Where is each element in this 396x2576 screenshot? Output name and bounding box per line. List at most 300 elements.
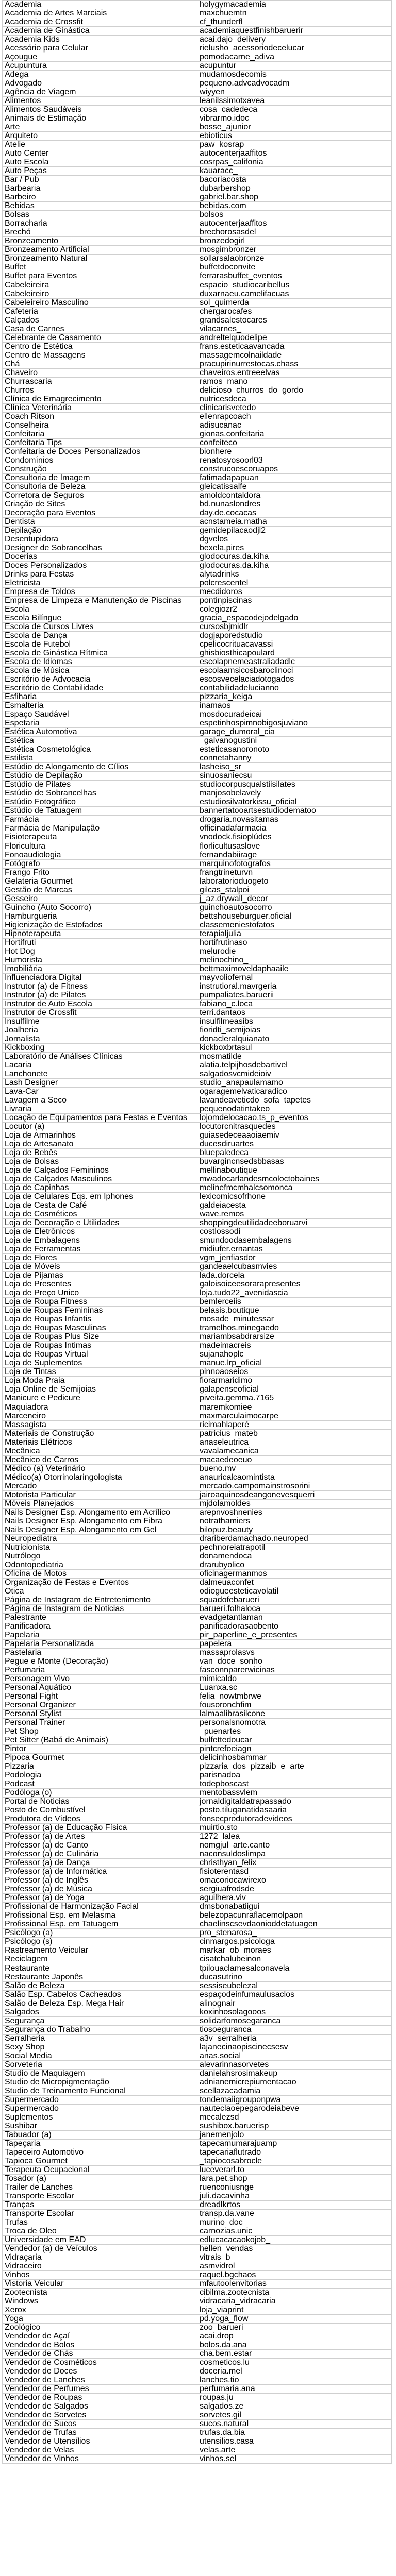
category-cell[interactable]: Buffet bbox=[3, 263, 197, 272]
category-cell[interactable]: Studio de Micropigmentação bbox=[3, 2078, 197, 2087]
category-cell[interactable]: Imobiliária bbox=[3, 965, 197, 974]
category-cell[interactable]: Salão Esp. Cabelos Cacheados bbox=[3, 1991, 197, 1999]
handle-cell[interactable]: sorvetes.gil bbox=[197, 2411, 392, 2420]
handle-cell[interactable]: bd.nunaslondres bbox=[197, 500, 392, 509]
category-cell[interactable]: Lavagem a Seco bbox=[3, 1096, 197, 1105]
category-cell[interactable]: Arte bbox=[3, 123, 197, 132]
handle-cell[interactable]: drariberdamachado.neuroped bbox=[197, 1535, 392, 1544]
category-cell[interactable]: Auto Escola bbox=[3, 158, 197, 167]
handle-cell[interactable]: zoo_barueri bbox=[197, 2324, 392, 2332]
category-cell[interactable]: Tranças bbox=[3, 2201, 197, 2210]
category-cell[interactable]: Fotógrafo bbox=[3, 860, 197, 869]
category-cell[interactable]: Loja de Tintas bbox=[3, 1368, 197, 1377]
category-cell[interactable]: Bronzeamento Natural bbox=[3, 255, 197, 263]
handle-cell[interactable]: bionhere bbox=[197, 448, 392, 456]
handle-cell[interactable]: sol_quimerda bbox=[197, 299, 392, 308]
category-cell[interactable]: Nails Designer Esp. Alongamento em Gel bbox=[3, 1526, 197, 1535]
handle-cell[interactable]: loja_viaprint bbox=[197, 2306, 392, 2315]
category-cell[interactable]: Insulfilme bbox=[3, 1018, 197, 1026]
category-cell[interactable]: Alimentos Saudáveis bbox=[3, 106, 197, 114]
handle-cell[interactable]: cursosbjmidlr bbox=[197, 623, 392, 632]
category-cell[interactable]: Estúdio de Pilates bbox=[3, 781, 197, 789]
category-cell[interactable]: Pipoca Gourmet bbox=[3, 1754, 197, 1762]
category-cell[interactable]: Mecânico de Carros bbox=[3, 1456, 197, 1465]
handle-cell[interactable]: fonsecprodutoradevideos bbox=[197, 1815, 392, 1824]
handle-cell[interactable]: autocenterjaaffitos bbox=[197, 219, 392, 228]
handle-cell[interactable]: piveita.gemma.7165 bbox=[197, 1394, 392, 1403]
category-cell[interactable]: Salão de Beleza bbox=[3, 1982, 197, 1991]
handle-cell[interactable]: wave.remos bbox=[197, 1210, 392, 1219]
category-cell[interactable]: Universidade em EAD bbox=[3, 2236, 197, 2245]
handle-cell[interactable]: glodocuras.da.kiha bbox=[197, 553, 392, 562]
category-cell[interactable]: Atelie bbox=[3, 141, 197, 149]
category-cell[interactable]: Academia de Artes Marciais bbox=[3, 9, 197, 18]
category-cell[interactable]: Loja de Roupas Infantis bbox=[3, 1315, 197, 1324]
category-cell[interactable]: Vendedor de Sucos bbox=[3, 2420, 197, 2429]
category-cell[interactable]: Vistoria Veicular bbox=[3, 2280, 197, 2289]
category-cell[interactable]: Mecânica bbox=[3, 1447, 197, 1456]
handle-cell[interactable]: garage_dumoral_cia bbox=[197, 728, 392, 737]
category-cell[interactable]: Personagem Vivo bbox=[3, 1675, 197, 1684]
handle-cell[interactable]: lada.dorcela bbox=[197, 1272, 392, 1280]
category-cell[interactable]: Professor (a) de Canto bbox=[3, 1841, 197, 1850]
category-cell[interactable]: Supermercado bbox=[3, 2105, 197, 2113]
category-cell[interactable]: Loja de Bolsas bbox=[3, 1158, 197, 1166]
handle-cell[interactable]: day.de.cocacas bbox=[197, 509, 392, 518]
category-cell[interactable]: Yoga bbox=[3, 2315, 197, 2324]
handle-cell[interactable]: _tapiocosabrocle bbox=[197, 2157, 392, 2166]
category-cell[interactable]: Escola de Idiomas bbox=[3, 658, 197, 667]
category-cell[interactable]: Página de Instagram de Entretenimento bbox=[3, 1596, 197, 1605]
handle-cell[interactable]: guinchoautosocorro bbox=[197, 904, 392, 912]
category-cell[interactable]: Trailer de Lanches bbox=[3, 2183, 197, 2192]
handle-cell[interactable]: arepnvoshnenies bbox=[197, 1509, 392, 1517]
category-cell[interactable]: Médico (a) Veterinário bbox=[3, 1465, 197, 1473]
category-cell[interactable]: Vendedor de Lanches bbox=[3, 2376, 197, 2385]
handle-cell[interactable]: adnianemicrepiumentacao bbox=[197, 2078, 392, 2087]
handle-cell[interactable]: cpelicocrituacavassi bbox=[197, 640, 392, 649]
category-cell[interactable]: Instrutor de Auto Escola bbox=[3, 1000, 197, 1009]
category-cell[interactable]: Decoração para Eventos bbox=[3, 509, 197, 518]
category-cell[interactable]: Lanchonete bbox=[3, 1070, 197, 1079]
handle-cell[interactable]: galdeiacesta bbox=[197, 1201, 392, 1210]
handle-cell[interactable]: espacio_studiocaribellus bbox=[197, 281, 392, 290]
handle-cell[interactable]: mfautoolenvitorias bbox=[197, 2280, 392, 2289]
category-cell[interactable]: Conselheira bbox=[3, 421, 197, 430]
handle-cell[interactable]: pir_paperline_e_presentes bbox=[197, 1631, 392, 1640]
handle-cell[interactable]: lojomdelocacao.ts_p_eventos bbox=[197, 1114, 392, 1123]
category-cell[interactable]: Personal Fight bbox=[3, 1692, 197, 1701]
category-cell[interactable]: Cafeteria bbox=[3, 308, 197, 316]
handle-cell[interactable]: bosse_ajunior bbox=[197, 123, 392, 132]
handle-cell[interactable]: kauaracc_ bbox=[197, 167, 392, 176]
handle-cell[interactable]: mosgimbronzer bbox=[197, 246, 392, 255]
category-cell[interactable]: Jornalista bbox=[3, 1035, 197, 1044]
category-cell[interactable]: Livraria bbox=[3, 1105, 197, 1114]
handle-cell[interactable]: sergiuafrodsde bbox=[197, 1885, 392, 1894]
handle-cell[interactable]: vgm_jenfiasdor bbox=[197, 1254, 392, 1263]
category-cell[interactable]: Loja de Cesta de Café bbox=[3, 1201, 197, 1210]
handle-cell[interactable]: fioridti_semijoias bbox=[197, 1026, 392, 1035]
handle-cell[interactable]: kickboxbrtasul bbox=[197, 1044, 392, 1053]
category-cell[interactable]: Humorista bbox=[3, 956, 197, 965]
category-cell[interactable]: Floricultura bbox=[3, 842, 197, 851]
handle-cell[interactable]: nomgjul_arte.canto bbox=[197, 1841, 392, 1850]
handle-cell[interactable]: asmvidrol bbox=[197, 2262, 392, 2271]
category-cell[interactable]: Locação de Equipamentos para Festas e Eventos bbox=[3, 1114, 197, 1123]
handle-cell[interactable]: christhyan_felix bbox=[197, 1859, 392, 1868]
category-cell[interactable]: Podóloga (o) bbox=[3, 1789, 197, 1798]
handle-cell[interactable]: lasheiso_sr bbox=[197, 763, 392, 772]
handle-cell[interactable]: salgados.ze bbox=[197, 2402, 392, 2411]
category-cell[interactable]: Maquiadora bbox=[3, 1403, 197, 1412]
category-cell[interactable]: Instrutor de Crossfit bbox=[3, 1009, 197, 1018]
handle-cell[interactable]: belezopacunraflacemolpaon bbox=[197, 1911, 392, 1920]
handle-cell[interactable]: vinhos.sel bbox=[197, 2455, 392, 2464]
handle-cell[interactable]: connetahanny bbox=[197, 754, 392, 763]
handle-cell[interactable]: vilacarnes_ bbox=[197, 325, 392, 334]
handle-cell[interactable]: papelera bbox=[197, 1640, 392, 1649]
category-cell[interactable]: Esfiharia bbox=[3, 693, 197, 702]
handle-cell[interactable]: manjosobelavely bbox=[197, 789, 392, 798]
category-cell[interactable]: Personal Stylist bbox=[3, 1710, 197, 1719]
category-cell[interactable]: Confeitaria de Doces Personalizados bbox=[3, 448, 197, 456]
category-cell[interactable]: Professor (a) de Culinária bbox=[3, 1850, 197, 1859]
handle-cell[interactable]: donacleralquianato bbox=[197, 1035, 392, 1044]
category-cell[interactable]: Vendedor (a) de Veículos bbox=[3, 2245, 197, 2253]
category-cell[interactable]: Estúdio de Depilação bbox=[3, 772, 197, 781]
handle-cell[interactable]: utensilios.casa bbox=[197, 2437, 392, 2446]
handle-cell[interactable]: sujanahoplc bbox=[197, 1350, 392, 1359]
handle-cell[interactable]: cosmeticos.lu bbox=[197, 2359, 392, 2367]
category-cell[interactable]: Escola de Cursos Livres bbox=[3, 623, 197, 632]
handle-cell[interactable]: lajanecinaopiscinecsesv bbox=[197, 2043, 392, 2052]
category-cell[interactable]: Espetaria bbox=[3, 719, 197, 728]
category-cell[interactable]: Transporte Escolar bbox=[3, 2192, 197, 2201]
handle-cell[interactable]: dogjaporedstudio bbox=[197, 632, 392, 640]
category-cell[interactable]: Laboratório de Análises Clínicas bbox=[3, 1053, 197, 1061]
category-cell[interactable]: Profissional Esp. em Tatuagem bbox=[3, 1920, 197, 1929]
handle-cell[interactable]: bannertatooartsestudiodematoo bbox=[197, 807, 392, 816]
category-cell[interactable]: Materiais de Construção bbox=[3, 1430, 197, 1438]
handle-cell[interactable]: studiocorpusqualstiisilates bbox=[197, 781, 392, 789]
handle-cell[interactable]: parisnadoa bbox=[197, 1771, 392, 1780]
category-cell[interactable]: Chá bbox=[3, 360, 197, 369]
category-cell[interactable]: Panificadora bbox=[3, 1622, 197, 1631]
category-cell[interactable]: Zootecnista bbox=[3, 2289, 197, 2297]
handle-cell[interactable]: cinmargos.psicologa bbox=[197, 1938, 392, 1946]
handle-cell[interactable]: loja.tudo22_avenidascia bbox=[197, 1289, 392, 1298]
category-cell[interactable]: Vendedor de Açaí bbox=[3, 2332, 197, 2341]
handle-cell[interactable]: doceria.mel bbox=[197, 2367, 392, 2376]
handle-cell[interactable]: maxmarculaimocarpe bbox=[197, 1412, 392, 1421]
handle-cell[interactable]: ramos_mano bbox=[197, 378, 392, 386]
category-cell[interactable]: Estúdio de Alongamento de Cílios bbox=[3, 763, 197, 772]
category-cell[interactable]: Studio de Maquiagem bbox=[3, 2070, 197, 2078]
category-cell[interactable]: Rastreamento Veicular bbox=[3, 1946, 197, 1955]
handle-cell[interactable]: contabilidadelucianno bbox=[197, 684, 392, 693]
handle-cell[interactable]: transp.da.vane bbox=[197, 2210, 392, 2218]
category-cell[interactable]: Loja de Roupas Íntimas bbox=[3, 1342, 197, 1350]
handle-cell[interactable]: espetinhospimnobigosjuviano bbox=[197, 719, 392, 728]
handle-cell[interactable]: edlucacacaokojob_ bbox=[197, 2236, 392, 2245]
handle-cell[interactable]: luceverarl.to bbox=[197, 2166, 392, 2175]
category-cell[interactable]: Sushibar bbox=[3, 2122, 197, 2131]
handle-cell[interactable]: buffetdoconvite bbox=[197, 263, 392, 272]
handle-cell[interactable]: amoldcontaldora bbox=[197, 492, 392, 500]
handle-cell[interactable]: vidracaria_vidracaria bbox=[197, 2297, 392, 2306]
handle-cell[interactable]: nauteclaoepegarodeiabeve bbox=[197, 2105, 392, 2113]
category-cell[interactable]: Professor (a) de Artes bbox=[3, 1833, 197, 1841]
category-cell[interactable]: Centro de Massagens bbox=[3, 351, 197, 360]
category-cell[interactable]: Loja de Suplementos bbox=[3, 1359, 197, 1368]
category-cell[interactable]: Professor (a) de Informática bbox=[3, 1868, 197, 1876]
category-cell[interactable]: Restaurante Japonês bbox=[3, 1973, 197, 1982]
category-cell[interactable]: Nutricionista bbox=[3, 1544, 197, 1552]
category-cell[interactable]: Salão de Beleza Esp. Mega Hair bbox=[3, 1999, 197, 2008]
category-cell[interactable]: Sexy Shop bbox=[3, 2043, 197, 2052]
category-cell[interactable]: Estúdio Fotográfico bbox=[3, 798, 197, 807]
category-cell[interactable]: Podologia bbox=[3, 1771, 197, 1780]
handle-cell[interactable]: dgvelos bbox=[197, 535, 392, 544]
handle-cell[interactable]: melurodie_ bbox=[197, 947, 392, 956]
handle-cell[interactable]: fernandabiirage bbox=[197, 851, 392, 860]
handle-cell[interactable]: mentobassvlem bbox=[197, 1789, 392, 1798]
category-cell[interactable]: Suplementos bbox=[3, 2113, 197, 2122]
category-cell[interactable]: Página de Instagram de Noticias bbox=[3, 1605, 197, 1614]
category-cell[interactable]: Auto Peças bbox=[3, 167, 197, 176]
category-cell[interactable]: Acessório para Celular bbox=[3, 44, 197, 53]
category-cell[interactable]: Cabeleireiro bbox=[3, 290, 197, 299]
category-cell[interactable]: Transporte Escolar bbox=[3, 2210, 197, 2218]
handle-cell[interactable]: marquinofotografos bbox=[197, 860, 392, 869]
handle-cell[interactable]: classemeniestofatos bbox=[197, 921, 392, 930]
category-cell[interactable]: Bronzeamento bbox=[3, 237, 197, 246]
handle-cell[interactable]: lalmaalibrasilcone bbox=[197, 1710, 392, 1719]
handle-cell[interactable]: lavandeaveticdo_sofa_tapetes bbox=[197, 1096, 392, 1105]
handle-cell[interactable]: vavalamecanica bbox=[197, 1447, 392, 1456]
handle-cell[interactable]: florlicultusaslove bbox=[197, 842, 392, 851]
handle-cell[interactable]: gilcas_stalpoi bbox=[197, 886, 392, 895]
handle-cell[interactable]: jairoaquinosdeangonevesquerri bbox=[197, 1491, 392, 1500]
handle-cell[interactable]: clinicarisvetedo bbox=[197, 404, 392, 413]
handle-cell[interactable]: guiasedeceaaoiaemiv bbox=[197, 1131, 392, 1140]
category-cell[interactable]: Professor (a) de Inglês bbox=[3, 1876, 197, 1885]
category-cell[interactable]: Zoológico bbox=[3, 2324, 197, 2332]
handle-cell[interactable]: frans.esteticaavancada bbox=[197, 343, 392, 351]
handle-cell[interactable]: van_doce_sonho bbox=[197, 1657, 392, 1666]
handle-cell[interactable]: ghisbiosthicapoulard bbox=[197, 649, 392, 658]
category-cell[interactable]: Perfumaria bbox=[3, 1666, 197, 1675]
category-cell[interactable]: Studio de Treinamento Funcional bbox=[3, 2087, 197, 2096]
handle-cell[interactable]: alinognair bbox=[197, 1999, 392, 2008]
handle-cell[interactable]: escolapnemeastraliadadlc bbox=[197, 658, 392, 667]
category-cell[interactable]: Nails Designer Esp. Alongamento em Acrílico bbox=[3, 1509, 197, 1517]
category-cell[interactable]: Papelaria Personalizada bbox=[3, 1640, 197, 1649]
category-cell[interactable]: Loja de Pijamas bbox=[3, 1272, 197, 1280]
category-cell[interactable]: Loja de Roupas Femininas bbox=[3, 1307, 197, 1315]
handle-cell[interactable]: bronzedogirl bbox=[197, 237, 392, 246]
handle-cell[interactable]: omacoriocawirexo bbox=[197, 1876, 392, 1885]
category-cell[interactable]: Advogado bbox=[3, 79, 197, 88]
handle-cell[interactable]: acupuntur bbox=[197, 62, 392, 71]
category-cell[interactable]: Desentupidora bbox=[3, 535, 197, 544]
handle-cell[interactable]: frangtrineturvn bbox=[197, 869, 392, 877]
handle-cell[interactable]: pequeno.advcadvocadm bbox=[197, 79, 392, 88]
category-cell[interactable]: Produtora de Vídeos bbox=[3, 1815, 197, 1824]
handle-cell[interactable]: madeimacreis bbox=[197, 1342, 392, 1350]
handle-cell[interactable]: alatia.telpijhosdebartivel bbox=[197, 1061, 392, 1070]
category-cell[interactable]: Criação de Sites bbox=[3, 500, 197, 509]
handle-cell[interactable]: bebidas.com bbox=[197, 202, 392, 211]
handle-cell[interactable]: felia_nowtmbrwe bbox=[197, 1692, 392, 1701]
handle-cell[interactable]: colegiozr2 bbox=[197, 605, 392, 614]
handle-cell[interactable]: mecdidoros bbox=[197, 588, 392, 597]
handle-cell[interactable]: sollarsalaobronze bbox=[197, 255, 392, 263]
category-cell[interactable]: Celebrante de Casamento bbox=[3, 334, 197, 343]
handle-cell[interactable]: dalmeuaconfet_ bbox=[197, 1579, 392, 1587]
handle-cell[interactable]: tapecariaflutrado_ bbox=[197, 2148, 392, 2157]
handle-cell[interactable]: sessiseubelezal bbox=[197, 1982, 392, 1991]
handle-cell[interactable]: bulfettedoucar bbox=[197, 1736, 392, 1745]
category-cell[interactable]: Móveis Planejados bbox=[3, 1500, 197, 1509]
handle-cell[interactable]: fatimadapapuan bbox=[197, 474, 392, 483]
category-cell[interactable]: Espaço Saudável bbox=[3, 710, 197, 719]
handle-cell[interactable]: chaveiros.entreeelvas bbox=[197, 369, 392, 378]
category-cell[interactable]: Animais de Estimação bbox=[3, 114, 197, 123]
handle-cell[interactable]: manue.lrp_oficial bbox=[197, 1359, 392, 1368]
handle-cell[interactable]: ruenconiusnge bbox=[197, 2183, 392, 2192]
handle-cell[interactable]: midiufer.ernantas bbox=[197, 1245, 392, 1254]
category-cell[interactable]: Nutrólogo bbox=[3, 1552, 197, 1561]
handle-cell[interactable]: pizzaria_dos_pizzaib_e_arte bbox=[197, 1762, 392, 1771]
handle-cell[interactable]: bacoriacosta_ bbox=[197, 176, 392, 184]
handle-cell[interactable]: cisatchalubeinon bbox=[197, 1955, 392, 1964]
handle-cell[interactable]: solidarfomosegaranca bbox=[197, 2017, 392, 2026]
handle-cell[interactable]: gabriel.bar.shop bbox=[197, 193, 392, 202]
category-cell[interactable]: Designer de Sobrancelhas bbox=[3, 544, 197, 553]
handle-cell[interactable]: lexicomicsofrhone bbox=[197, 1193, 392, 1201]
category-cell[interactable]: Auto Center bbox=[3, 149, 197, 158]
category-cell[interactable]: Supermercado bbox=[3, 2096, 197, 2105]
category-cell[interactable]: Neuropediatra bbox=[3, 1535, 197, 1544]
category-cell[interactable]: Segurança bbox=[3, 2017, 197, 2026]
category-cell[interactable]: Escola bbox=[3, 605, 197, 614]
category-cell[interactable]: Profissional de Harmonização Facial bbox=[3, 1903, 197, 1911]
category-cell[interactable]: Vendedor de Velas bbox=[3, 2446, 197, 2455]
handle-cell[interactable]: mellinaboutique bbox=[197, 1166, 392, 1175]
handle-cell[interactable]: ebioticus bbox=[197, 132, 392, 141]
handle-cell[interactable]: vitrais_b bbox=[197, 2253, 392, 2262]
category-cell[interactable]: Doces Personalizados bbox=[3, 562, 197, 570]
category-cell[interactable]: Profissional Esp. em Melasma bbox=[3, 1911, 197, 1920]
handle-cell[interactable]: murino_doc bbox=[197, 2218, 392, 2227]
category-cell[interactable]: Personal Aquático bbox=[3, 1684, 197, 1692]
handle-cell[interactable]: insulfilmeasibs_ bbox=[197, 1018, 392, 1026]
handle-cell[interactable]: danielahsrosimakeup bbox=[197, 2070, 392, 2078]
handle-cell[interactable]: tpilouaclamesalconavela bbox=[197, 1964, 392, 1973]
category-cell[interactable]: Joalheria bbox=[3, 1026, 197, 1035]
handle-cell[interactable]: vibrarmo.idoc bbox=[197, 114, 392, 123]
handle-cell[interactable]: notrathamiers bbox=[197, 1517, 392, 1526]
category-cell[interactable]: Calçados bbox=[3, 316, 197, 325]
category-cell[interactable]: Kickboxing bbox=[3, 1044, 197, 1053]
category-cell[interactable]: Marceneiro bbox=[3, 1412, 197, 1421]
handle-cell[interactable]: alevarinnasorvetes bbox=[197, 2061, 392, 2070]
category-cell[interactable]: Bar / Pub bbox=[3, 176, 197, 184]
category-cell[interactable]: Gesseiro bbox=[3, 895, 197, 904]
category-cell[interactable]: Vendedor de Chás bbox=[3, 2350, 197, 2359]
handle-cell[interactable]: brechorosasdel bbox=[197, 228, 392, 237]
handle-cell[interactable]: Luanxa.sc bbox=[197, 1684, 392, 1692]
category-cell[interactable]: Manicure e Pedicure bbox=[3, 1394, 197, 1403]
category-cell[interactable]: Farmácia bbox=[3, 816, 197, 824]
handle-cell[interactable]: anauricalcaomintista bbox=[197, 1473, 392, 1482]
category-cell[interactable]: Podcast bbox=[3, 1780, 197, 1789]
handle-cell[interactable]: mimicaldo bbox=[197, 1675, 392, 1684]
handle-cell[interactable]: pd.yoga_flow bbox=[197, 2315, 392, 2324]
handle-cell[interactable]: fiorarmaridimo bbox=[197, 1377, 392, 1385]
handle-cell[interactable]: maxchuemtn bbox=[197, 9, 392, 18]
category-cell[interactable]: Bronzeamento Artificial bbox=[3, 246, 197, 255]
handle-cell[interactable]: acnstameia.matha bbox=[197, 518, 392, 527]
category-cell[interactable]: Personal Trainer bbox=[3, 1719, 197, 1727]
handle-cell[interactable]: esteticasanoronoto bbox=[197, 745, 392, 754]
handle-cell[interactable]: scellazacadamia bbox=[197, 2087, 392, 2096]
category-cell[interactable]: Restaurante bbox=[3, 1964, 197, 1973]
category-cell[interactable]: Consultoria de Beleza bbox=[3, 483, 197, 492]
handle-cell[interactable]: velas.arte bbox=[197, 2446, 392, 2455]
handle-cell[interactable]: todepboscast bbox=[197, 1780, 392, 1789]
category-cell[interactable]: Reciclagem bbox=[3, 1955, 197, 1964]
category-cell[interactable]: Academia Kids bbox=[3, 36, 197, 44]
handle-cell[interactable]: hellen_vendas bbox=[197, 2245, 392, 2253]
handle-cell[interactable]: smundoodasembalagens bbox=[197, 1236, 392, 1245]
category-cell[interactable]: Loja de Calçados Femininos bbox=[3, 1166, 197, 1175]
handle-cell[interactable]: pechnoreiatrapotil bbox=[197, 1544, 392, 1552]
handle-cell[interactable]: pintcrefoeiagn bbox=[197, 1745, 392, 1754]
handle-cell[interactable]: fabiano_c.loca bbox=[197, 1000, 392, 1009]
category-cell[interactable]: Pastelaria bbox=[3, 1649, 197, 1657]
handle-cell[interactable]: tiosoeguranca bbox=[197, 2026, 392, 2035]
handle-cell[interactable]: belasis.boutique bbox=[197, 1307, 392, 1315]
handle-cell[interactable]: muirtio.sto bbox=[197, 1824, 392, 1833]
category-cell[interactable]: Cabeleireiro Masculino bbox=[3, 299, 197, 308]
category-cell[interactable]: Vidraçaria bbox=[3, 2253, 197, 2262]
category-cell[interactable]: Serralheria bbox=[3, 2035, 197, 2043]
handle-cell[interactable]: j_az.drywall_decor bbox=[197, 895, 392, 904]
category-cell[interactable]: Loja de Roupas Masculinas bbox=[3, 1324, 197, 1333]
handle-cell[interactable]: buvargincnsedsbbasas bbox=[197, 1158, 392, 1166]
category-cell[interactable]: Empresa de Limpeza e Manutenção de Piscinas bbox=[3, 597, 197, 605]
handle-cell[interactable]: academiaquestfinishbaruerir bbox=[197, 27, 392, 36]
handle-cell[interactable]: gracia_espacodejodelgado bbox=[197, 614, 392, 623]
category-cell[interactable]: Bolsas bbox=[3, 211, 197, 219]
category-cell[interactable]: Trufas bbox=[3, 2218, 197, 2227]
category-cell[interactable]: Loja de Móveis bbox=[3, 1263, 197, 1272]
category-cell[interactable]: Odontopediatria bbox=[3, 1561, 197, 1570]
handle-cell[interactable]: personalsnomotra bbox=[197, 1719, 392, 1727]
handle-cell[interactable]: janemenjolo bbox=[197, 2131, 392, 2140]
category-cell[interactable]: Fonoaudiologia bbox=[3, 851, 197, 860]
category-cell[interactable]: Pet Shop bbox=[3, 1727, 197, 1736]
category-cell[interactable]: Tapeçaria bbox=[3, 2140, 197, 2148]
handle-cell[interactable]: ellenrapcoach bbox=[197, 413, 392, 421]
category-cell[interactable]: Loja de Embalagens bbox=[3, 1236, 197, 1245]
category-cell[interactable]: Confeitaria bbox=[3, 430, 197, 439]
category-cell[interactable]: Segurança do Trabalho bbox=[3, 2026, 197, 2035]
category-cell[interactable]: Vendedor de Utensílios bbox=[3, 2437, 197, 2446]
